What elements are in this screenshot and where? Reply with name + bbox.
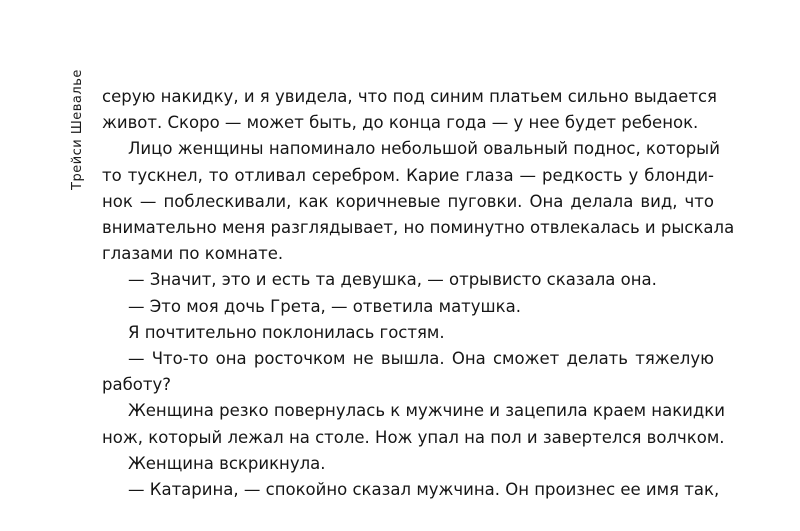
text-line: работу?	[102, 375, 171, 395]
text-line: Женщина резко повернулась к мужчине и зацепила краем накидки	[128, 401, 725, 421]
text-line: — Что-то она росточком не вышла. Она сможет делать тяжелую	[128, 349, 714, 369]
text-line: — Катарина, — спокойно сказал мужчина. Он произнес ее имя так,	[128, 480, 720, 500]
text-line: Женщина вскрикнула.	[128, 453, 326, 473]
text-line: внимательно меня разглядывает, но поминутно отвлекалась и рыскала	[102, 218, 735, 238]
text-line: глазами по комнате.	[102, 244, 284, 264]
text-line: Я почтительно поклонилась гостям.	[128, 322, 445, 342]
text-line: — Значит, это и есть та девушка, — отрывисто сказала она.	[128, 270, 657, 290]
text-line: нож, который лежал на столе. Нож упал на пол и завертелся волчком.	[102, 427, 725, 447]
text-line: Лицо женщины напоминало небольшой овальный поднос, который	[128, 139, 720, 159]
body-text	[102, 84, 735, 503]
text-line: — Это моя дочь Грета, — ответила матушка.	[128, 296, 521, 316]
text-line: серую накидку, и я увидела, что под синим платьем сильно выдается	[102, 87, 717, 106]
text-line: живот. Скоро — может быть, до конца года — у нее будет ребенок.	[102, 113, 699, 133]
text-line: то тускнел, то отливал серебром. Карие глаза — редкость у блонди-	[102, 165, 714, 185]
running-head-author: Трейси Шевалье	[70, 69, 85, 190]
text-line: нок — поблескивали, как коричневые пуговки. Она делала вид, что	[102, 191, 714, 211]
